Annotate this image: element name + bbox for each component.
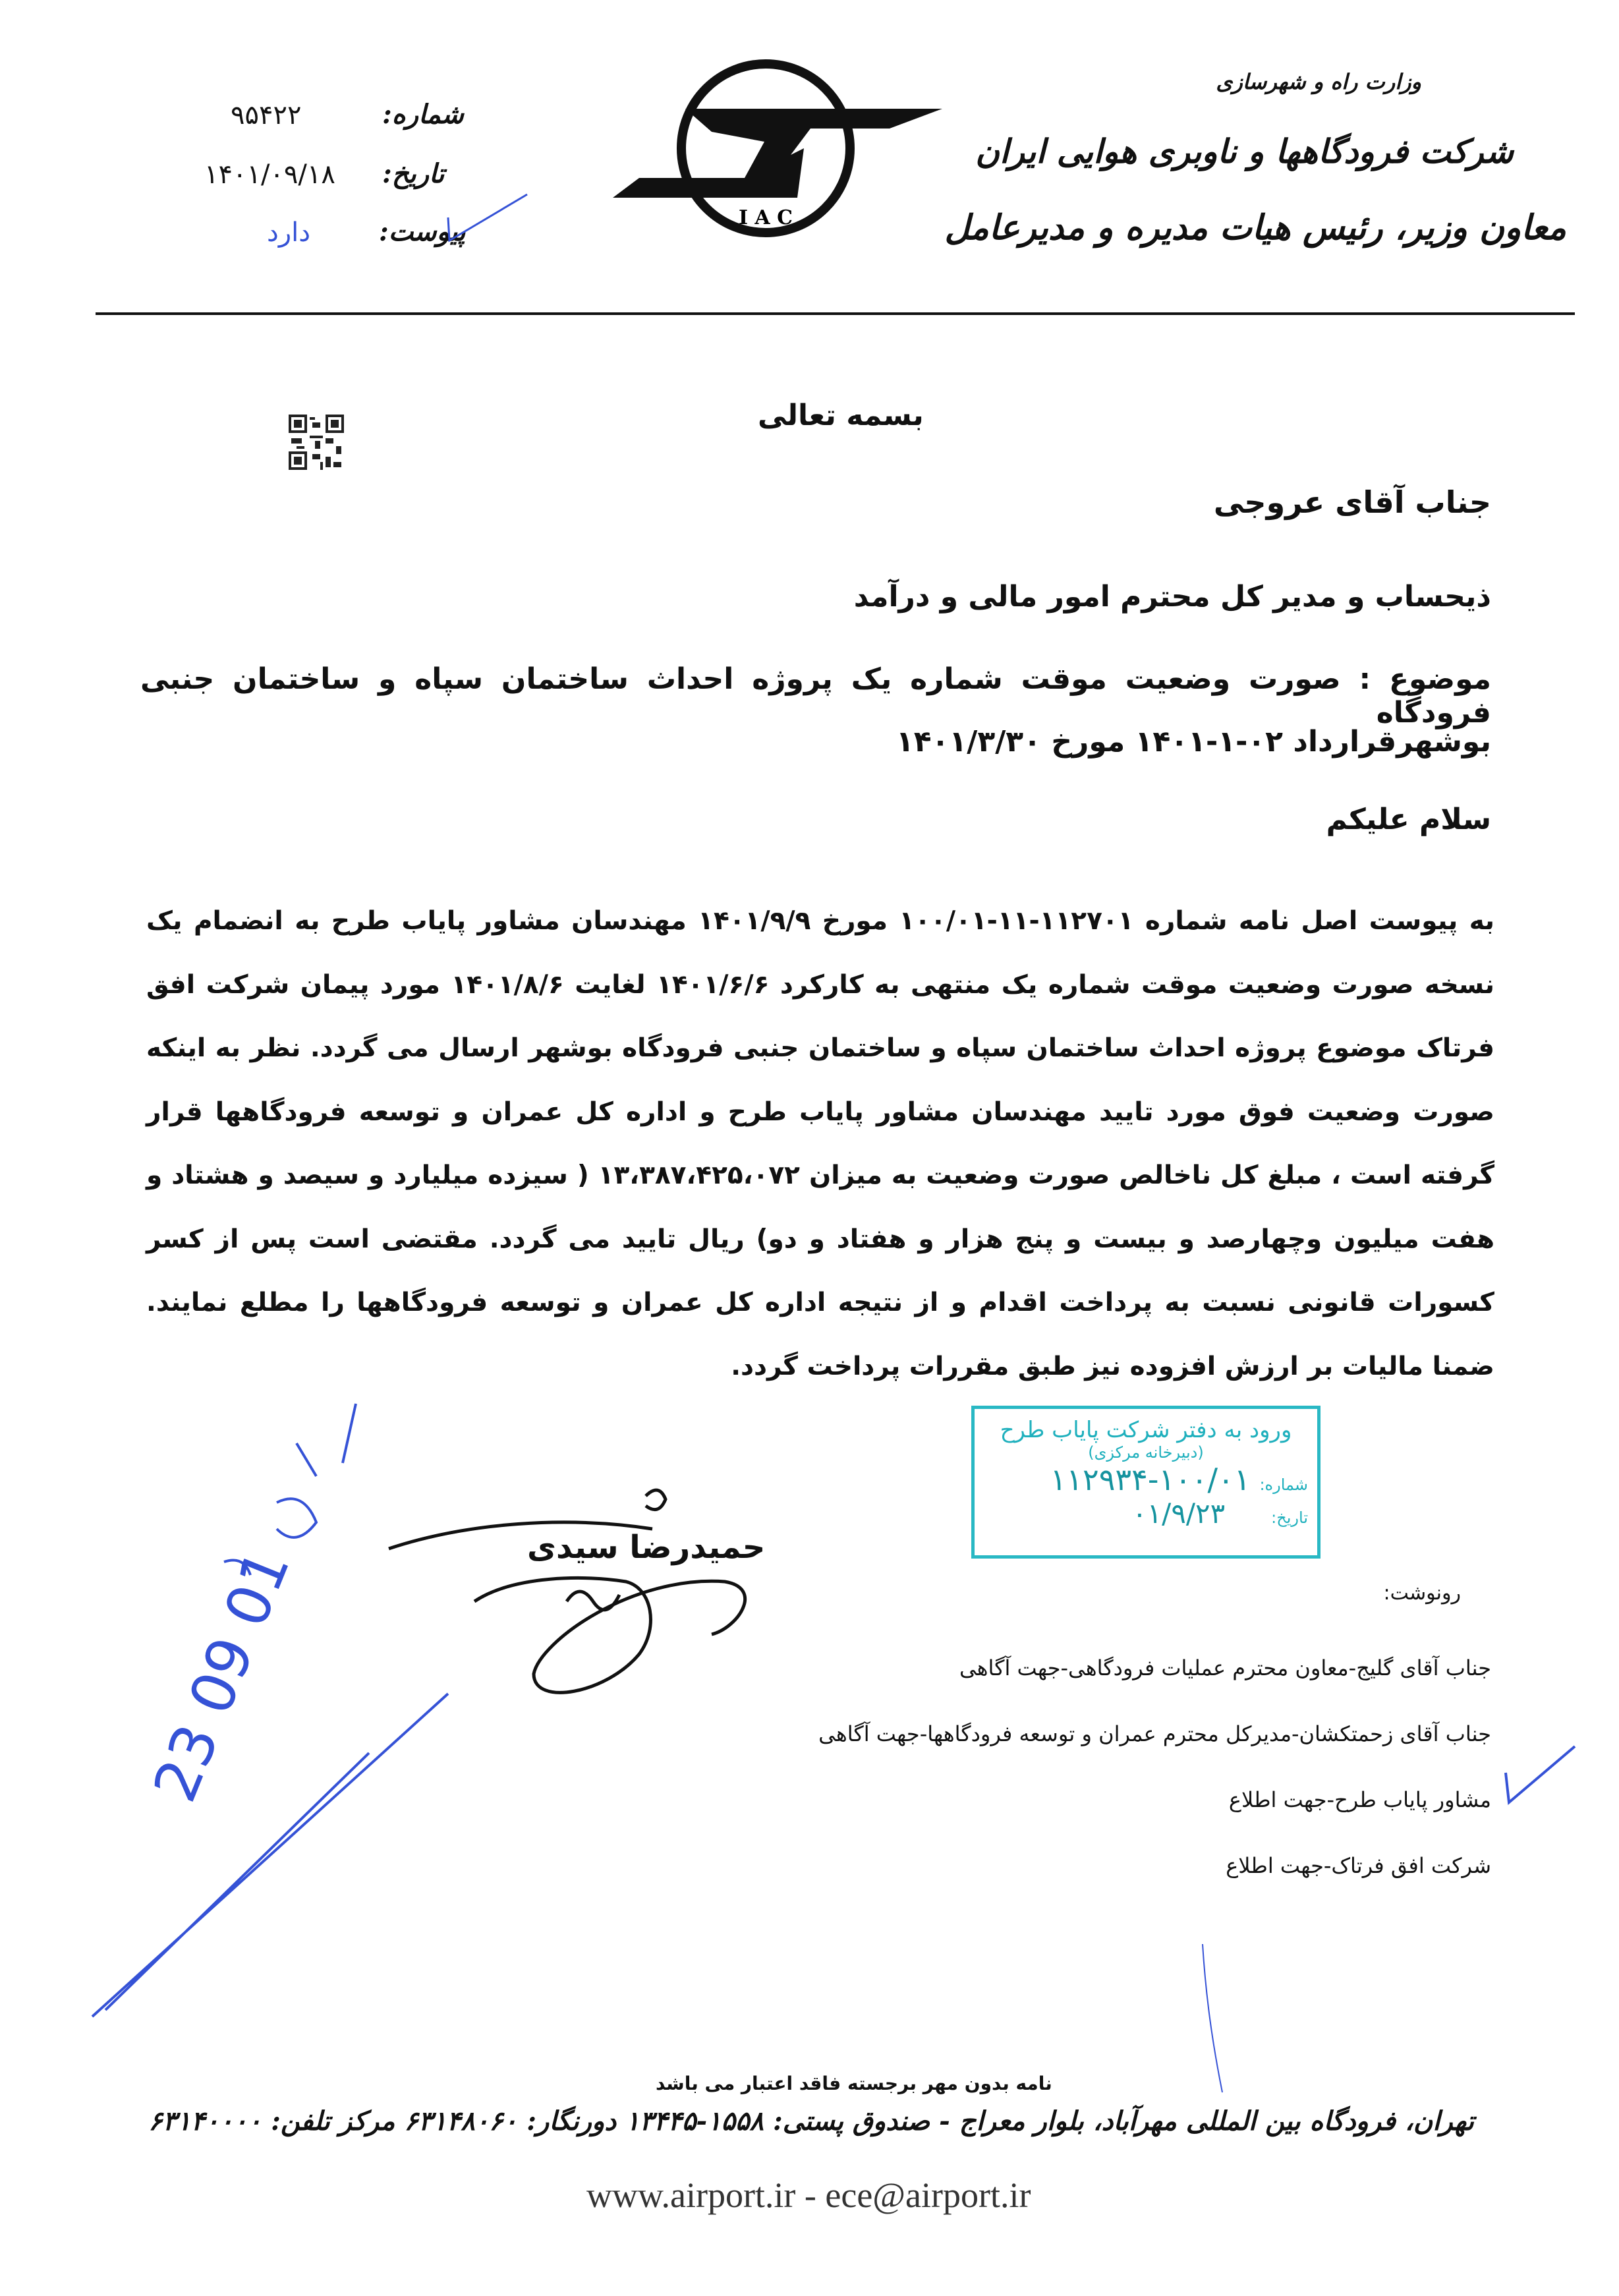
cc-label: رونوشت: (1383, 1582, 1461, 1605)
signatory-name: حمیدرضا سیدی (527, 1529, 766, 1566)
footer-note: نامه بدون مهر برجسته فاقد اعتبار می باشد (656, 2073, 1052, 2094)
date-value: ۱۴۰۱/۰۹/۱۸ (204, 159, 335, 190)
stamp-number-label: شماره: (1259, 1476, 1308, 1494)
cc-item: شرکت افق فرتاک-جهت اطلاع (1226, 1853, 1491, 1878)
cc-item: جناب آقای زحمتکشان-مدیرکل محترم عمران و توسعه فرودگاهها-جهت آگاهی (818, 1721, 1491, 1746)
number-value: ۹۵۴۲۲ (231, 100, 302, 130)
ministry-name: وزارت راه و شهرسازی (1216, 69, 1421, 94)
qr-code (289, 414, 344, 471)
recipient-name: جناب آقای عروجی (1213, 484, 1491, 520)
header-divider (96, 312, 1575, 315)
pen-line (1199, 1944, 1226, 2096)
footer-web-email: www.airport.ir - ece@airport.ir (586, 2175, 1031, 2215)
iac-logo (613, 56, 942, 254)
subject-line-2: بوشهرقرارداد ۰۲-۱-۱۴۰۱ مورخ ۱۴۰۱/۳/۳۰ (895, 725, 1491, 759)
handwritten-blue-notes (79, 1384, 474, 2043)
cc-item: جناب آقای گلیج-معاون محترم عملیات فرودگاهی-جهت آگاهی (959, 1655, 1491, 1680)
attachment-value: دارد (267, 217, 311, 248)
stamp-title: ورود به دفتر شرکت پایاب طرح (1000, 1417, 1292, 1443)
logo-text: I A C (738, 206, 793, 229)
received-stamp (971, 1406, 1321, 1559)
handwritten-date: 23 09 01 (140, 1540, 304, 1812)
greeting: سلام علیکم (1326, 803, 1491, 836)
cc-checkmark (1502, 1740, 1581, 1806)
footer-address: تهران، فرودگاه بین المللی مهرآباد، بلوار معراج - صندوق پستی: ۱۵۵۸-۱۳۴۴۵ دورنگار: ۶۳۱۴۸۰۶۰ مرکز تلفن: ۶۳۱۴۰۰۰۰ (148, 2106, 1474, 2137)
invocation: بسمه تعالی (758, 399, 924, 432)
letter-body: به پیوست اصل نامه شماره ۱۱۲۷۰۱-۱۱-۱۰۰/۰۱ مورخ ۱۴۰۱/۹/۹ مهندسان مشاور پایاب طرح به انضمام یک نسخه صورت وضعیت موقت شماره یک منتهی به کارکرد ۱۴۰۱/۶/۶ لغایت ۱۴۰۱/۸/۶ مورد پیمان شرکت افق فرتاک موضوع پروژه احداث ساختمان سپاه و ساختمان جنبی فرودگاه بوشهر ارسال می گردد. نظر به اینکه صورت وضعیت فوق مورد تایید مهندسان مشاور پایاب طرح و اداره کل عمران و توسعه فرودگاهها قرار گرفته است ، مبلغ کل ناخالص صورت وضعیت به میزان ۱۳،۳۸۷،۴۲۵،۰۷۲ ( سیزده میلیارد و سیصد و هشتاد و هفت میلیون وچهارصد و بیست و پنج هزار و هفتاد و دو) ریال تایید می گردد. مقتضی است پس از کسر کسورات قانونی نسبت به پرداخت اقدام و از نتیجه اداره کل عمران و توسعه فرودگاهها را مطلع نمایند. ضمنا مالیات بر ارزش افزوده نیز طبق مقررات پرداخت گردد. (146, 906, 1495, 1381)
stamp-number-value: ۱۱۲۹۳۴-۱۰۰/۰۱ (1050, 1462, 1251, 1497)
company-name: شرکت فرودگاهها و ناوبری هوایی ایران (975, 132, 1514, 171)
stamp-subtitle: (دبیرخانه مرکزی) (1088, 1443, 1204, 1462)
subject-line-1: موضوع : صورت وضعیت موقت شماره یک پروژه احداث ساختمان سپاه و ساختمان جنبی فرودگاه (140, 662, 1491, 730)
cc-item: مشاور پایاب طرح-جهت اطلاع (1228, 1787, 1491, 1812)
stamp-date-label: تاریخ: (1271, 1508, 1308, 1527)
stamp-date-value: ۰۱/۹/۲۳ (1132, 1497, 1226, 1530)
recipient-title: ذیحساب و مدیر کل محترم امور مالی و درآمد (853, 580, 1491, 614)
attachment-label: پیوست: (379, 216, 466, 247)
sender-position: معاون وزیر، رئیس هیات مدیره و مدیرعامل (944, 208, 1566, 248)
date-label: تاریخ: (382, 158, 445, 189)
number-label: شماره: (382, 99, 464, 130)
attachment-checkmark (441, 191, 534, 250)
